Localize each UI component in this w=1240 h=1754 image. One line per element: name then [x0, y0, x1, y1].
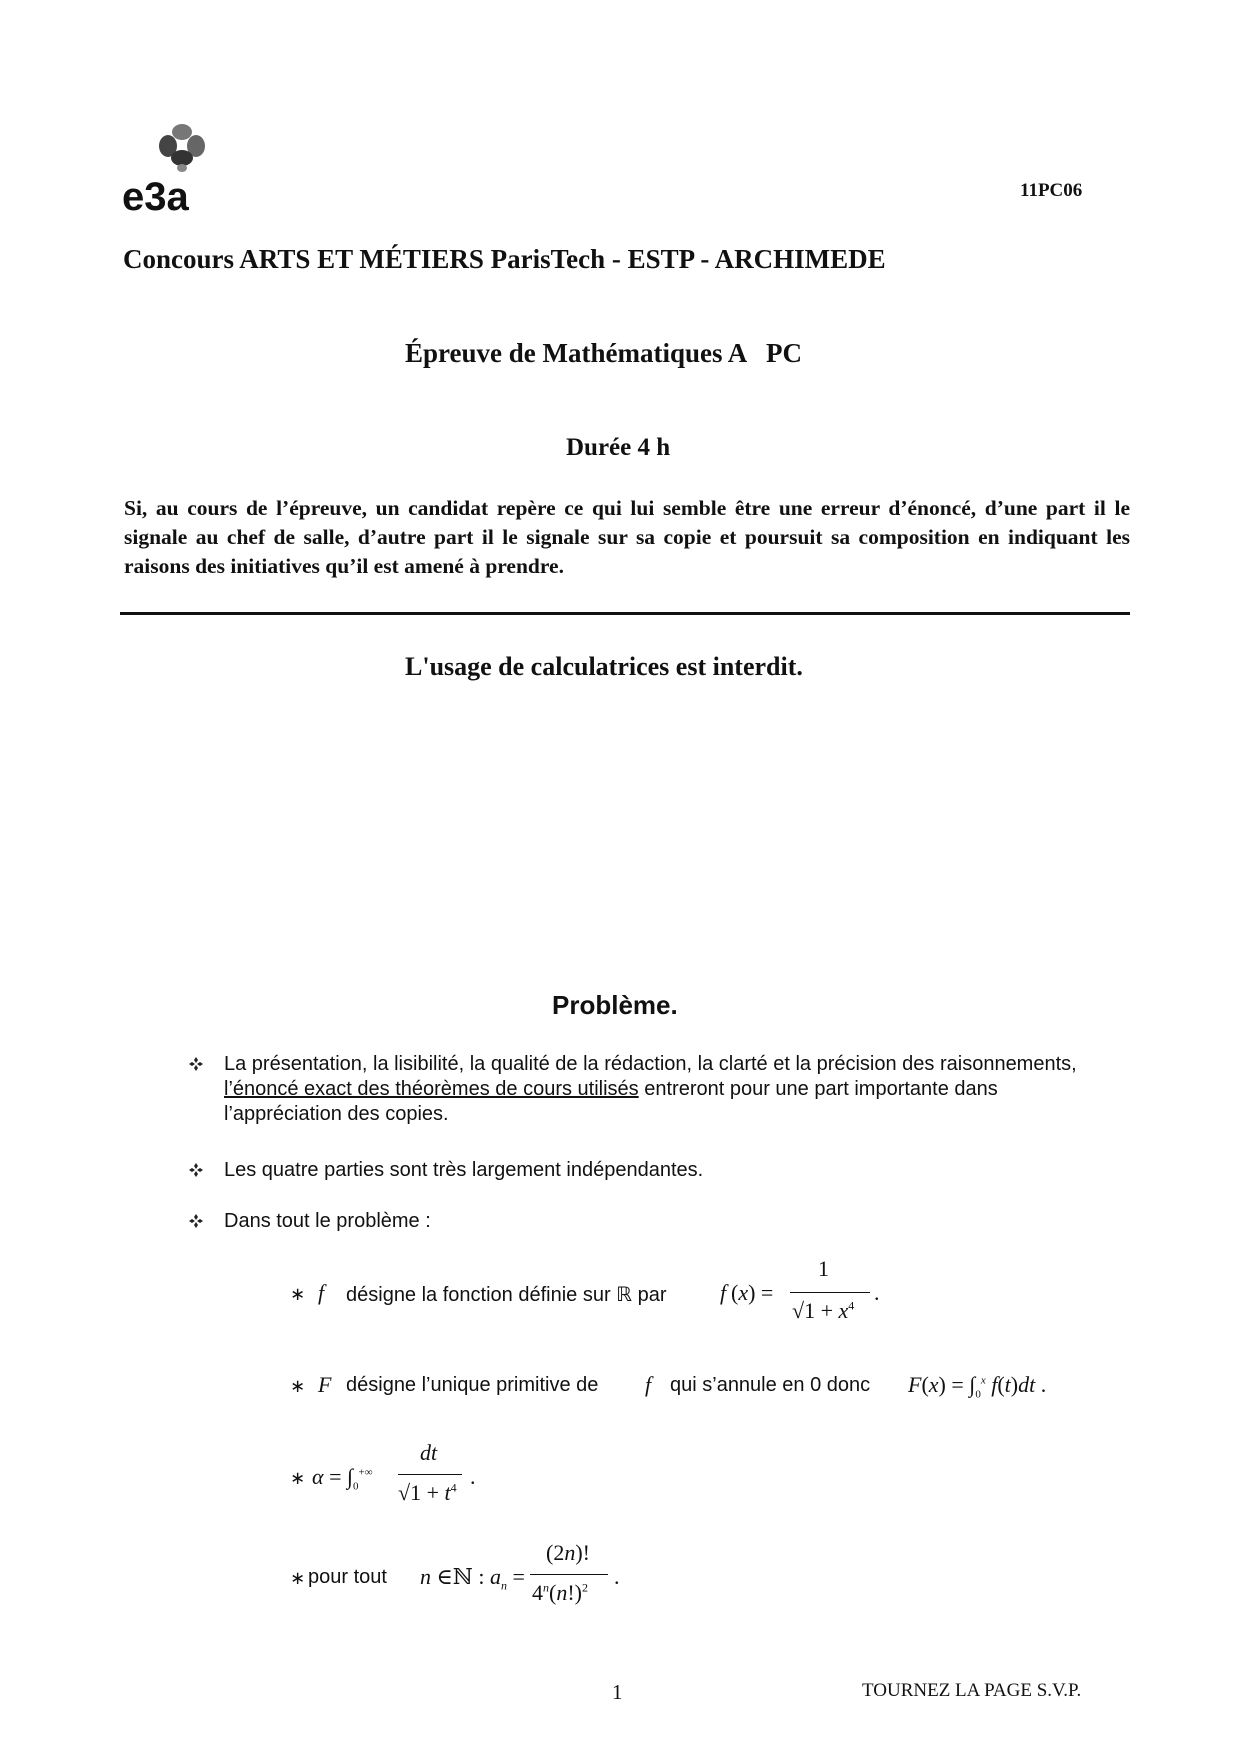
bullet-text: Dans tout le problème : [224, 1210, 431, 1232]
contest-title: Concours ARTS ET MÉTIERS ParisTech - ESTP - ARCHIMEDE [123, 244, 886, 274]
definition-an-text: pour tout [308, 1566, 387, 1588]
logo-lettering: e3a [122, 175, 189, 219]
definition-f-text: désigne la fonction définie sur ℝ par [346, 1284, 667, 1306]
calculator-notice: L'usage de calculatrices est interdit. [405, 652, 803, 681]
bullet-underlined-text: l’énoncé exact des théorèmes de cours utilisés [224, 1078, 639, 1100]
horizontal-divider [120, 612, 1130, 615]
definition-F-text: désigne l’unique primitive de [346, 1374, 599, 1396]
exam-code: 11PC06 [1020, 180, 1083, 201]
bullet-text-end: entreront pour une part importante dans l’appréciation des copies. [224, 1078, 998, 1125]
definition-alpha: ∗ $\alpha = \int_0^{+\infty}$ dt $√1 + t^4$ . [290, 1440, 476, 1505]
exam-duration: Durée 4 h [566, 434, 671, 461]
diamond-bullet-icon [188, 1056, 204, 1072]
definition-F-text2: qui s’annule en 0 donc [670, 1374, 871, 1396]
e3a-logo [120, 110, 250, 220]
error-notice: Si, au cours de l’épreuve, un candidat repère ce qui lui semble être une erreur d’énoncé, d’une part il le signale au chef de salle, d’autre part il le signale sur sa copie et poursuit sa composition en indiquant les raisons des initiatives qu’il est amené à prendre. [124, 496, 1130, 578]
bullet-item [188, 1158, 1088, 1188]
bullet-text: Les quatre parties sont très largement indépendantes. [224, 1159, 704, 1181]
problem-title: Problème. [552, 990, 678, 1020]
definition-an: ∗ pour tout n ∈ℕ : $a_n$ = (2n)! $4^n(n!)^2$ . [290, 1540, 620, 1605]
page-number: 1 [612, 1680, 623, 1704]
bullet-item [188, 1052, 1088, 1132]
bullet-item [188, 1209, 1088, 1239]
definition-F: ∗ F désigne l’unique primitive de f qui s’annule en 0 donc $F(x) = \int_0^x$ f(t)dt . [290, 1372, 1047, 1401]
bullet-text: La présentation, la lisibilité, la qualité de la rédaction, la clarté et la précision des raisonnements, [224, 1053, 1077, 1075]
diamond-bullet-icon [188, 1213, 204, 1229]
diamond-bullet-icon [188, 1162, 204, 1178]
definition-f: ∗ f désigne la fonction définie sur ℝ par f (x) = 1 $√1 + x^4$ . [290, 1256, 880, 1323]
exam-title: Épreuve de Mathématiques A PC [405, 338, 802, 368]
turn-page-note: TOURNEZ LA PAGE S.V.P. [862, 1680, 1082, 1701]
